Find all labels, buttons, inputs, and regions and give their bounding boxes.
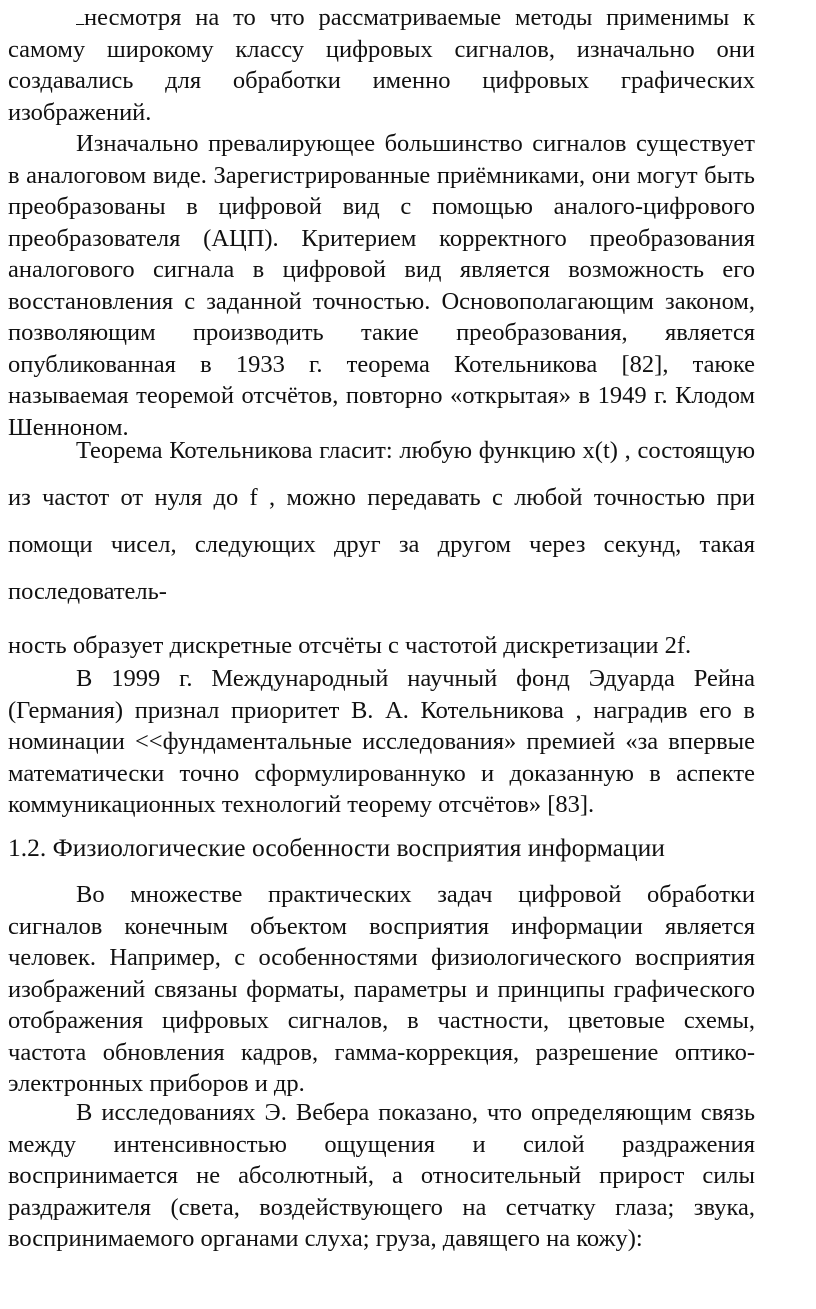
paragraph-perception: Во множестве практических задач цифровой обработки сигналов конечным объектом восприятия информации является человек. Например, с особенностями физиологического восприятия изображений связаны форматы, параметры и принципы графического отображения цифровых сигналов, в частности, цветовые схемы, частота обновления кадров, гамма-коррекция, разрешение оптико-электронных приборов и др. (8, 881, 755, 1097)
paragraph-kotelnikov-theorem: Теорема Котельникова гласит: любую функцию x(t) , состоящую из частот от нуля до f , можно передавать с любой точностью при помощи чисел, следующих друг за другом через секунд, такая последователь- (8, 437, 755, 605)
section-heading: 1.2. Физиологические особенности восприятия информации (8, 833, 665, 862)
paragraph-sampling-continuation: ность образует дискретные отсчёты с частотой дискретизации 2f. (8, 632, 692, 659)
paragraph-analog-signals: Изначально превалирующее большинство сигналов существует в аналоговом виде. Зарегистрированные приёмниками, они могут быть преобразованы в цифровой вид с помощью аналого-цифрового преобразователя (АЦП). Критерием корректного преобразования аналогового сигнала в цифровой вид является возможность его восстановления с заданной точностью. Основополагающим законом, позволяющим производить такие преобразования, является опубликованная в 1933 г. теорема Котельникова [82], таюке называемая теоремой отсчётов, повторно «открытая» в 1949 г. Клодом Шенноном. (8, 130, 755, 441)
paragraph-intro-text: несмотря на то что рассматриваемые методы применимы к самому широкому классу цифровых сигналов, изначально они создавались для обработки именно цифровых графических изображений. (8, 4, 755, 126)
paragraph-rein-foundation: В 1999 г. Международный научный фонд Эдуарда Рейна (Германия) признал приоритет В. А. Котельникова , наградив его в номинации <<фундаментальные исследования» премией «за впервые математически точно сформулированнуко и доказанную в аспекте коммуникационных технологий теорему отсчётов» [83]. (8, 665, 755, 818)
paragraph-weber: В исследованиях Э. Вебера показано, что определяющим связь между интенсивностью ощущения и силой раздражения воспринимается не абсолютный, а относительный прирост силы раздражителя (света, воздействующего на сетчатку глаза; звука, воспринимаемого органами слуха; груза, давящего на кожу): (8, 1099, 755, 1252)
underscore-mark (76, 6, 84, 25)
paragraph-intro (8, 2, 755, 128)
